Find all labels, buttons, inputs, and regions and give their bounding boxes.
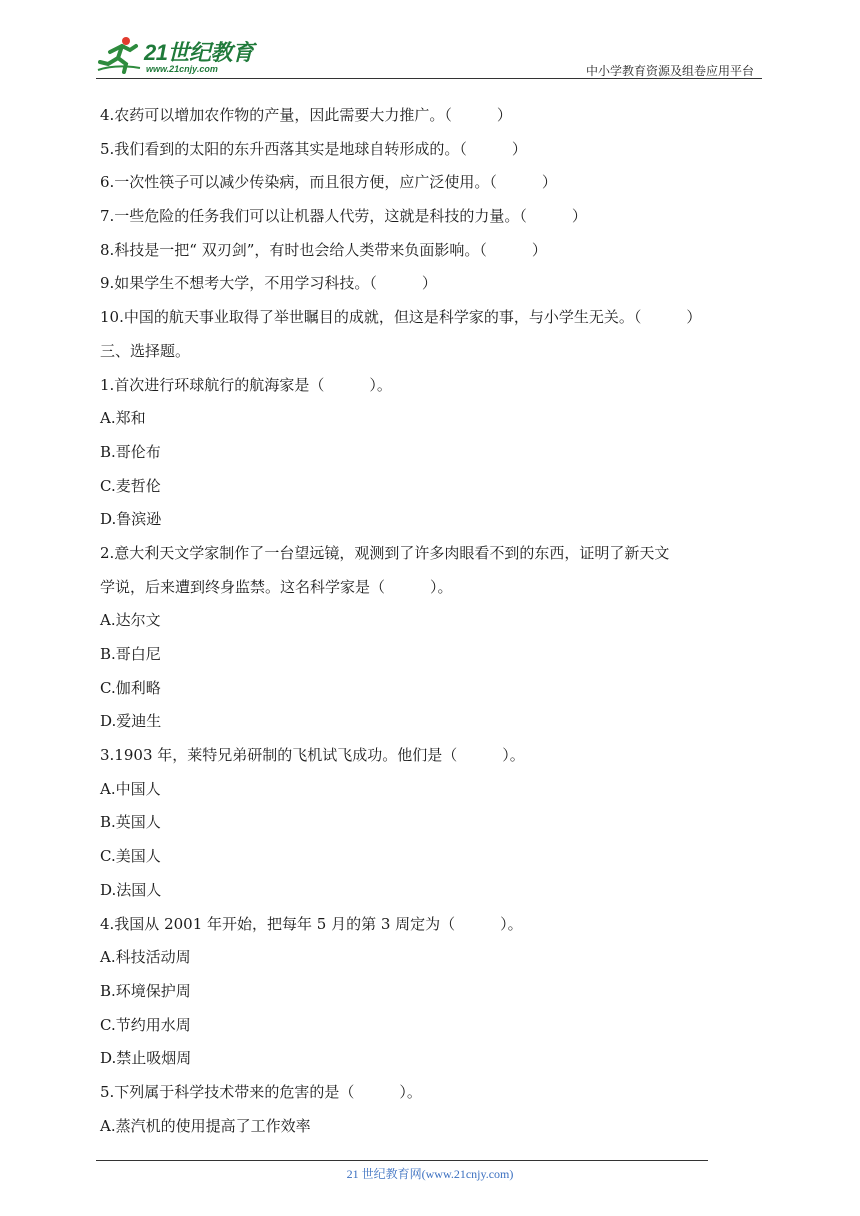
header-divider — [96, 78, 762, 79]
option-line: D.爱迪生 — [100, 712, 162, 731]
page-header — [96, 30, 762, 78]
site-logo[interactable] — [96, 30, 266, 78]
section-heading: 三、选择题。 — [100, 341, 191, 360]
footer-divider — [96, 1160, 708, 1161]
option-line: B.环境保护周 — [100, 981, 191, 1000]
question-line: 5.下列属于科学技术带来的危害的是（ ）。 — [100, 1082, 422, 1101]
text-line: 9.如果学生不想考大学，不用学习科技。（ ） — [100, 274, 437, 293]
text-line: 4.农药可以增加农作物的产量，因此需要大力推广。（ ） — [100, 106, 512, 124]
question-line: 3.1903 年，莱特兄弟研制的飞机试飞成功。他们是（ ）。 — [100, 746, 525, 765]
option-line: D.禁止吸烟周 — [100, 1049, 192, 1068]
text-line: 10.中国的航天事业取得了举世瞩目的成就，但这是科学家的事，与小学生无关。（ ） — [100, 308, 702, 327]
option-line: A.科技活动周 — [100, 948, 191, 967]
question-line: 1.首次进行环球航行的航海家是（ ）。 — [100, 375, 392, 394]
logo-url: www.21cnjy.com — [146, 64, 218, 74]
platform-slogan: 中小学教育资源及组卷应用平台 — [585, 64, 754, 78]
option-line: B.哥白尼 — [100, 645, 161, 663]
option-line: C.伽利略 — [100, 678, 161, 697]
footer-link[interactable]: 21 世纪教育网(www.21cnjy.com) — [346, 1167, 514, 1181]
logo-text: 21世纪教育 — [144, 40, 254, 65]
option-line: A.郑和 — [100, 409, 146, 428]
question-line: 4.我国从 2001 年开始，把每年 5 月的第 3 周定为（ ）。 — [100, 914, 523, 933]
option-line: C.美国人 — [100, 847, 161, 866]
question-line: 2.意大利天文学家制作了一台望远镜，观测到了许多肉眼看不到的东西，证明了新天文 — [100, 543, 670, 562]
text-line: 6.一次性筷子可以减少传染病，而且很方便，应广泛使用。（ ） — [100, 173, 557, 192]
option-line: A.中国人 — [100, 779, 161, 798]
option-line: A.蒸汽机的使用提高了工作效率 — [100, 1116, 311, 1135]
question-content — [100, 99, 766, 1143]
runner-logo-icon — [96, 34, 146, 74]
option-line: B.英国人 — [100, 813, 161, 832]
option-line: B.哥伦布 — [100, 442, 161, 461]
option-line: A.达尔文 — [100, 611, 161, 630]
option-line: C.节约用水周 — [100, 1015, 191, 1034]
text-line: 5.我们看到的太阳的东升西落其实是地球自转形成的。（ ） — [100, 139, 527, 158]
text-line: 8.科技是一把“ 双刃剑”，有时也会给人类带来负面影响。（ ） — [100, 240, 547, 259]
question-line: 学说，后来遭到终身监禁。这名科学家是（ ）。 — [100, 577, 453, 596]
text-line: 7.一些危险的任务我们可以让机器人代劳，这就是科技的力量。（ ） — [100, 207, 587, 226]
option-line: C.麦哲伦 — [100, 476, 161, 495]
option-line: D.法国人 — [100, 880, 162, 899]
option-line: D.鲁滨逊 — [100, 510, 162, 529]
